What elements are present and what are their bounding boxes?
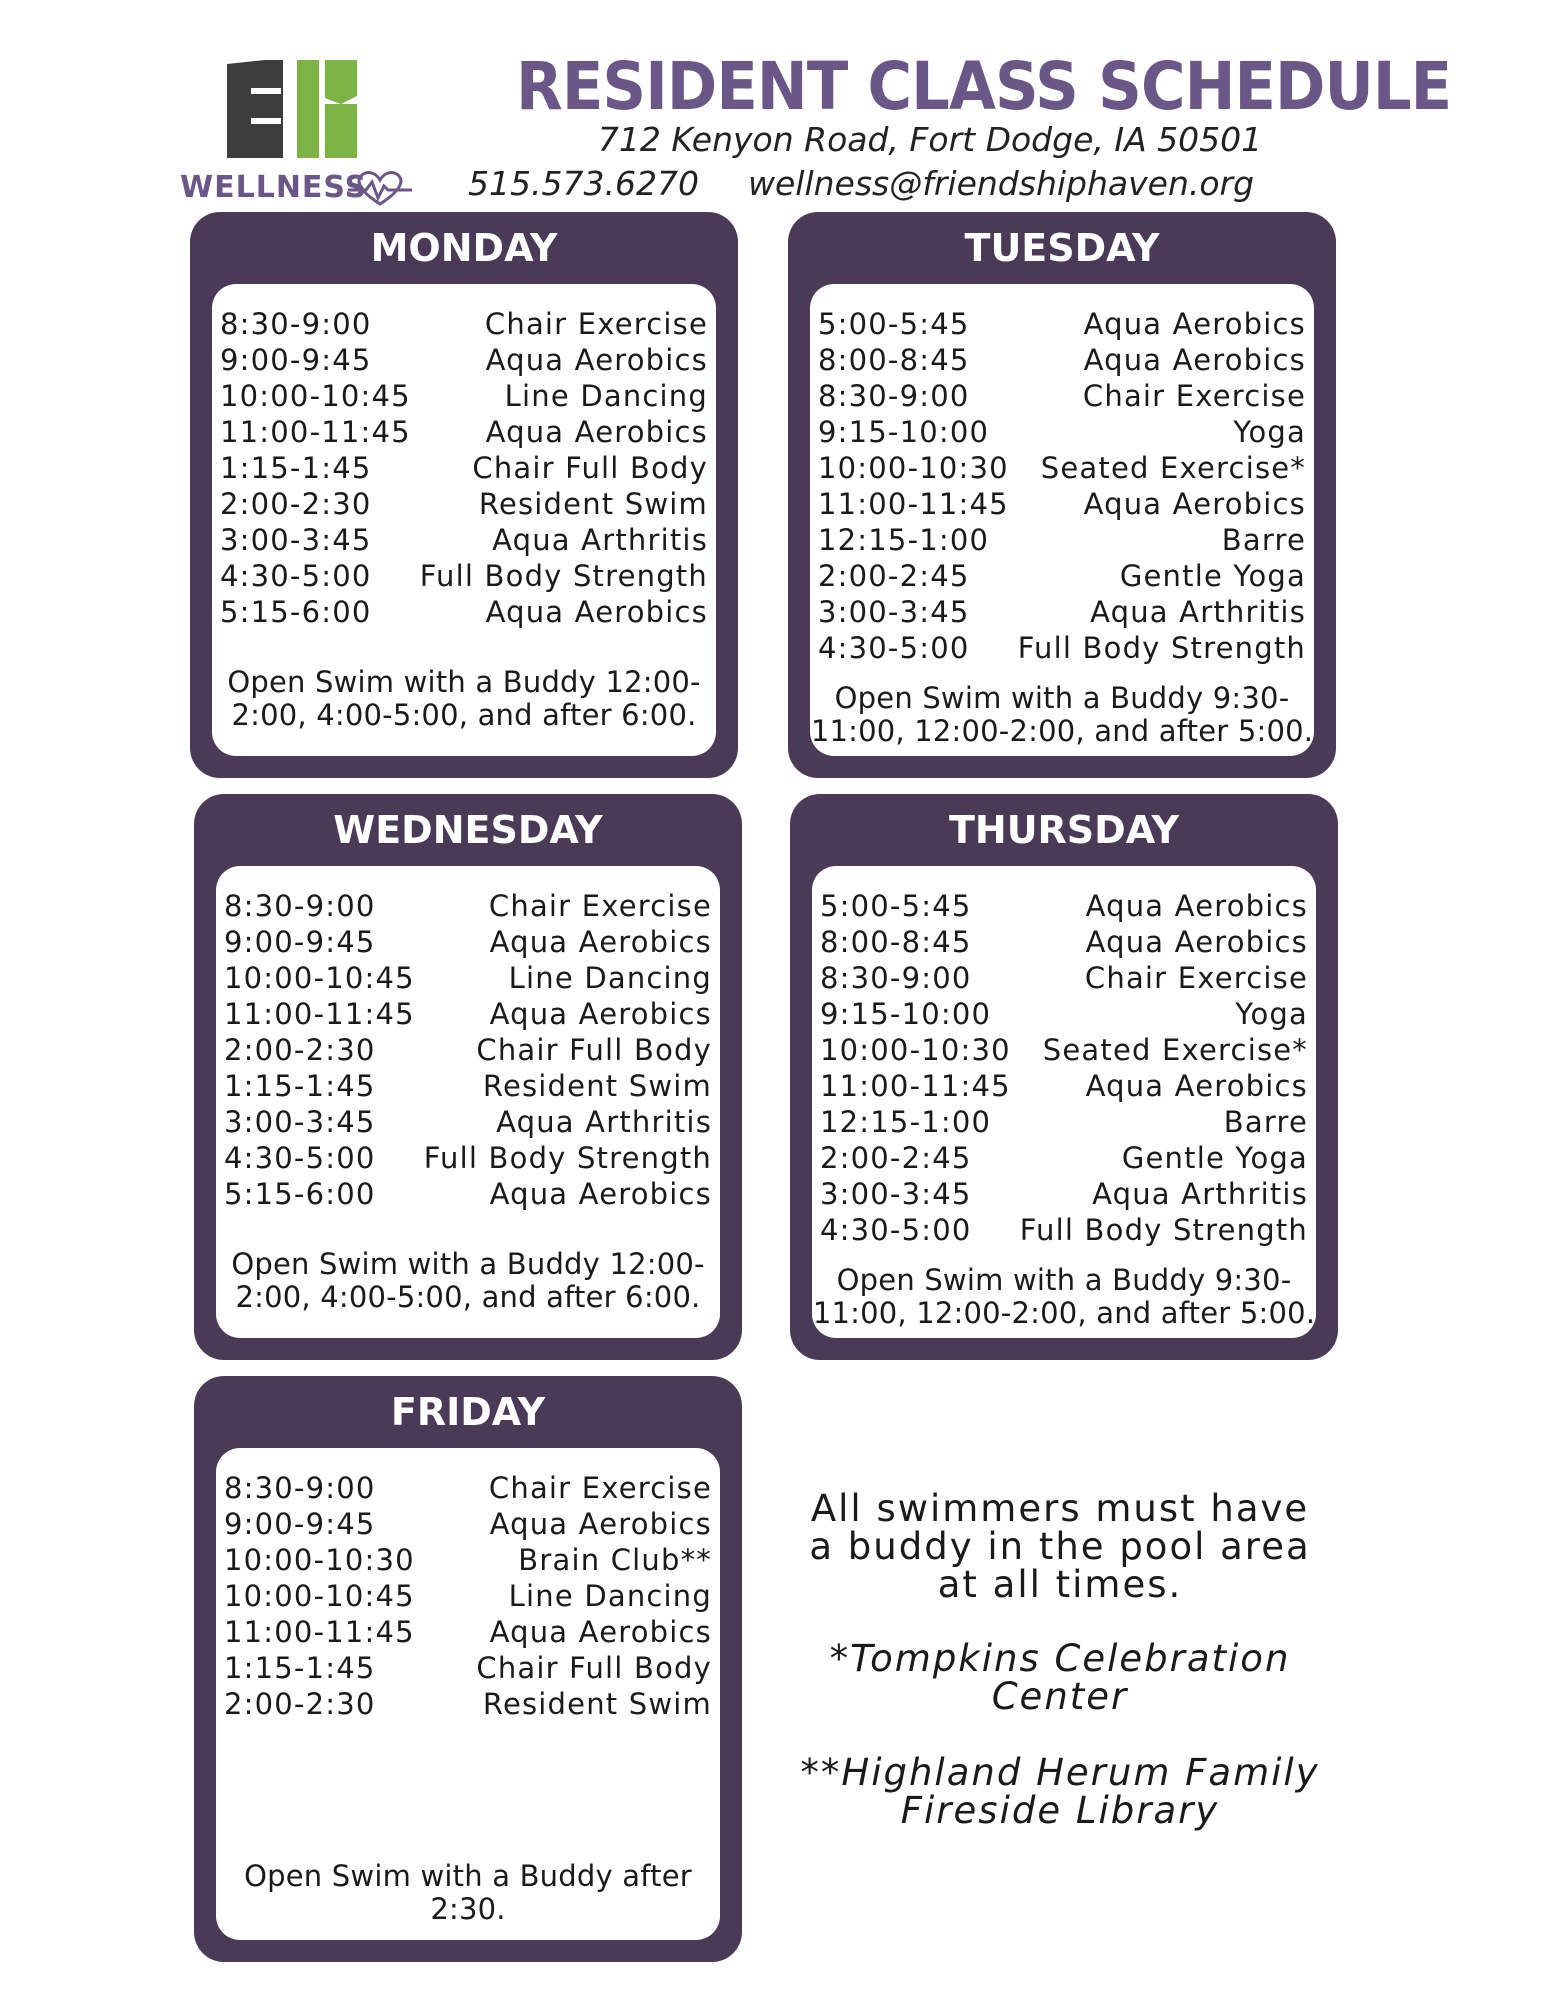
class-name: Chair Full Body [472,451,708,485]
time-slot: 2:00-2:30 [220,487,372,521]
schedule-row [818,414,1306,450]
schedule-panel [812,866,1316,1338]
class-name: Aqua Aerobics [489,997,712,1031]
class-name: Yoga [1233,415,1306,449]
class-name: Aqua Aerobics [1085,925,1308,959]
schedule-row [224,1506,712,1542]
class-name: Aqua Aerobics [485,343,708,377]
class-name: Aqua Arthritis [1092,1177,1308,1211]
note-line: Open Swim with a Buddy 9:30- [836,1263,1292,1297]
footnote-line: *Tompkins Celebration [829,1637,1291,1680]
schedule-list [224,1470,712,1722]
schedule-panel [212,284,716,756]
schedule-row [818,558,1306,594]
schedule-row [224,924,712,960]
class-name: Aqua Arthritis [492,523,708,557]
note-line: 2:30. [430,1892,506,1926]
page-title: RESIDENT CLASS SCHEDULE [516,48,1452,125]
schedule-row [818,378,1306,414]
time-slot: 8:30-9:00 [220,307,372,341]
phone-number: 515.573.6270 [468,164,699,203]
time-slot: 2:00-2:45 [818,559,970,593]
class-name: Aqua Aerobics [1083,307,1306,341]
time-slot: 3:00-3:45 [224,1105,376,1139]
class-name: Aqua Aerobics [1083,343,1306,377]
time-slot: 2:00-2:30 [224,1033,376,1067]
time-slot: 8:00-8:45 [818,343,970,377]
note-line: 2:00, 4:00-5:00, and after 6:00. [231,698,697,732]
schedule-row [224,960,712,996]
schedule-panel [216,866,720,1338]
buddy-rule-line: All swimmers must have [810,1487,1310,1530]
open-swim-note [810,682,1314,748]
address: 712 Kenyon Road, Fort Dodge, IA 50501 [597,120,1263,159]
time-slot: 9:00-9:45 [224,1507,376,1541]
footnote-line: Fireside Library [900,1789,1220,1832]
day-title: FRIDAY [390,1390,546,1434]
schedule-row [820,924,1308,960]
day-title: TUESDAY [964,226,1160,270]
class-name: Brain Club** [518,1543,712,1577]
time-slot: 10:00-10:45 [224,1579,415,1613]
schedule-row [818,450,1306,486]
class-name: Resident Swim [482,1687,712,1721]
footnote-line: **Highland Herum Family [800,1751,1320,1794]
friday-card [194,1376,742,1962]
thursday-card [790,794,1338,1360]
schedule-row [818,522,1306,558]
class-name: Resident Swim [482,1069,712,1103]
schedule-row [224,1104,712,1140]
class-name: Resident Swim [478,487,708,521]
schedule-list [820,888,1308,1248]
schedule-row [224,1032,712,1068]
time-slot: 4:30-5:00 [818,631,970,665]
note-line: 11:00, 12:00-2:00, and after 5:00. [812,1296,1316,1330]
time-slot: 8:30-9:00 [224,1471,376,1505]
time-slot: 10:00-10:30 [820,1033,1011,1067]
class-name: Aqua Aerobics [485,595,708,629]
class-name: Full Body Strength [1017,631,1306,665]
class-name: Line Dancing [508,961,712,995]
monday-card [190,212,738,778]
time-slot: 3:00-3:45 [820,1177,972,1211]
schedule-row [818,630,1306,666]
schedule-row [220,450,708,486]
day-title: THURSDAY [948,808,1180,852]
time-slot: 11:00-11:45 [224,997,415,1031]
schedule-row [220,522,708,558]
schedule-row [818,486,1306,522]
time-slot: 1:15-1:45 [220,451,372,485]
buddy-rule-line: at all times. [937,1563,1183,1606]
schedule-row [820,996,1308,1032]
time-slot: 5:15-6:00 [224,1177,376,1211]
wellness-logo-icon [225,58,360,163]
class-name: Aqua Aerobics [485,415,708,449]
schedule-list [224,888,712,1212]
class-name: Chair Exercise [1082,379,1306,413]
open-swim-note [212,666,716,732]
time-slot: 8:30-9:00 [820,961,972,995]
note-line: Open Swim with a Buddy 12:00- [227,665,701,699]
time-slot: 1:15-1:45 [224,1651,376,1685]
class-name: Chair Full Body [476,1033,712,1067]
class-name: Aqua Aerobics [489,1177,712,1211]
schedule-row [820,1068,1308,1104]
time-slot: 9:00-9:45 [224,925,376,959]
time-slot: 4:30-5:00 [224,1141,376,1175]
schedule-row [220,342,708,378]
schedule-row [220,558,708,594]
class-name: Gentle Yoga [1121,1141,1308,1175]
class-name: Gentle Yoga [1119,559,1306,593]
time-slot: 3:00-3:45 [818,595,970,629]
class-name: Aqua Arthritis [496,1105,712,1139]
time-slot: 8:30-9:00 [224,889,376,923]
class-name: Aqua Aerobics [1083,487,1306,521]
class-name: Full Body Strength [423,1141,712,1175]
class-name: Yoga [1235,997,1308,1031]
time-slot: 11:00-11:45 [820,1069,1011,1103]
schedule-row [220,486,708,522]
open-swim-note [216,1248,720,1314]
tuesday-card [788,212,1336,778]
day-title: WEDNESDAY [333,808,603,852]
class-name: Full Body Strength [1019,1213,1308,1247]
schedule-row [224,1470,712,1506]
schedule-row [820,1176,1308,1212]
note-line: Open Swim with a Buddy 9:30- [834,681,1290,715]
time-slot: 1:15-1:45 [224,1069,376,1103]
schedule-row [220,594,708,630]
schedule-row [220,378,708,414]
schedule-row [220,306,708,342]
open-swim-note [812,1264,1316,1330]
time-slot: 10:00-10:30 [818,451,1009,485]
schedule-row [224,1614,712,1650]
class-name: Aqua Aerobics [489,1507,712,1541]
heart-pulse-icon [348,170,412,208]
schedule-row [820,1140,1308,1176]
schedule-list [220,306,708,630]
time-slot: 10:00-10:45 [224,961,415,995]
time-slot: 11:00-11:45 [818,487,1009,521]
class-name: Full Body Strength [419,559,708,593]
time-slot: 9:00-9:45 [220,343,372,377]
time-slot: 3:00-3:45 [220,523,372,557]
time-slot: 11:00-11:45 [220,415,411,449]
day-title: MONDAY [370,226,558,270]
time-slot: 9:15-10:00 [818,415,990,449]
class-name: Aqua Aerobics [1085,1069,1308,1103]
note-line: 11:00, 12:00-2:00, and after 5:00. [810,714,1314,748]
class-name: Chair Exercise [488,1471,712,1505]
schedule-panel [216,1448,720,1940]
class-name: Seated Exercise* [1040,451,1306,485]
schedule-row [820,1212,1308,1248]
schedule-panel [810,284,1314,756]
wellness-logo [180,58,410,210]
class-name: Chair Full Body [476,1651,712,1685]
class-name: Barre [1221,523,1306,557]
open-swim-note [216,1860,720,1926]
schedule-row [820,1104,1308,1140]
time-slot: 4:30-5:00 [820,1213,972,1247]
class-name: Barre [1223,1105,1308,1139]
schedule-row [820,960,1308,996]
buddy-rule [780,1487,1340,1606]
class-name: Seated Exercise* [1042,1033,1308,1067]
schedule-row [224,1140,712,1176]
class-name: Aqua Aerobics [489,925,712,959]
schedule-row [224,996,712,1032]
time-slot: 5:15-6:00 [220,595,372,629]
time-slot: 11:00-11:45 [224,1615,415,1649]
footnote-line: Center [991,1675,1129,1718]
time-slot: 12:15-1:00 [820,1105,992,1139]
schedule-row [224,1650,712,1686]
time-slot: 12:15-1:00 [818,523,990,557]
time-slot: 5:00-5:45 [820,889,972,923]
wellness-logo-text: WELLNESS [180,170,368,205]
wednesday-card [194,794,742,1360]
time-slot: 4:30-5:00 [220,559,372,593]
class-name: Aqua Aerobics [1085,889,1308,923]
schedule-row [220,414,708,450]
schedule-row [818,594,1306,630]
note-line: Open Swim with a Buddy 12:00- [231,1247,705,1281]
class-name: Chair Exercise [1084,961,1308,995]
schedule-row [224,1542,712,1578]
buddy-rule-line: a buddy in the pool area [809,1525,1311,1568]
email-address: wellness@friendshiphaven.org [748,164,1255,203]
time-slot: 8:00-8:45 [820,925,972,959]
class-name: Chair Exercise [484,307,708,341]
class-name: Line Dancing [508,1579,712,1613]
schedule-row [224,1578,712,1614]
footnote-highland [780,1751,1340,1832]
time-slot: 5:00-5:45 [818,307,970,341]
schedule-row [820,1032,1308,1068]
time-slot: 8:30-9:00 [818,379,970,413]
schedule-row [820,888,1308,924]
time-slot: 10:00-10:30 [224,1543,415,1577]
schedule-row [818,342,1306,378]
time-slot: 10:00-10:45 [220,379,411,413]
schedule-row [224,1176,712,1212]
schedule-row [224,888,712,924]
note-line: 2:00, 4:00-5:00, and after 6:00. [235,1280,701,1314]
class-name: Chair Exercise [488,889,712,923]
class-name: Line Dancing [504,379,708,413]
time-slot: 2:00-2:30 [224,1687,376,1721]
time-slot: 9:15-10:00 [820,997,992,1031]
schedule-row [224,1686,712,1722]
schedule-row [818,306,1306,342]
note-line: Open Swim with a Buddy after [244,1859,692,1893]
class-name: Aqua Aerobics [489,1615,712,1649]
class-name: Aqua Arthritis [1090,595,1306,629]
schedule-list [818,306,1306,666]
footnote-tompkins [780,1637,1340,1718]
schedule-row [224,1068,712,1104]
time-slot: 2:00-2:45 [820,1141,972,1175]
